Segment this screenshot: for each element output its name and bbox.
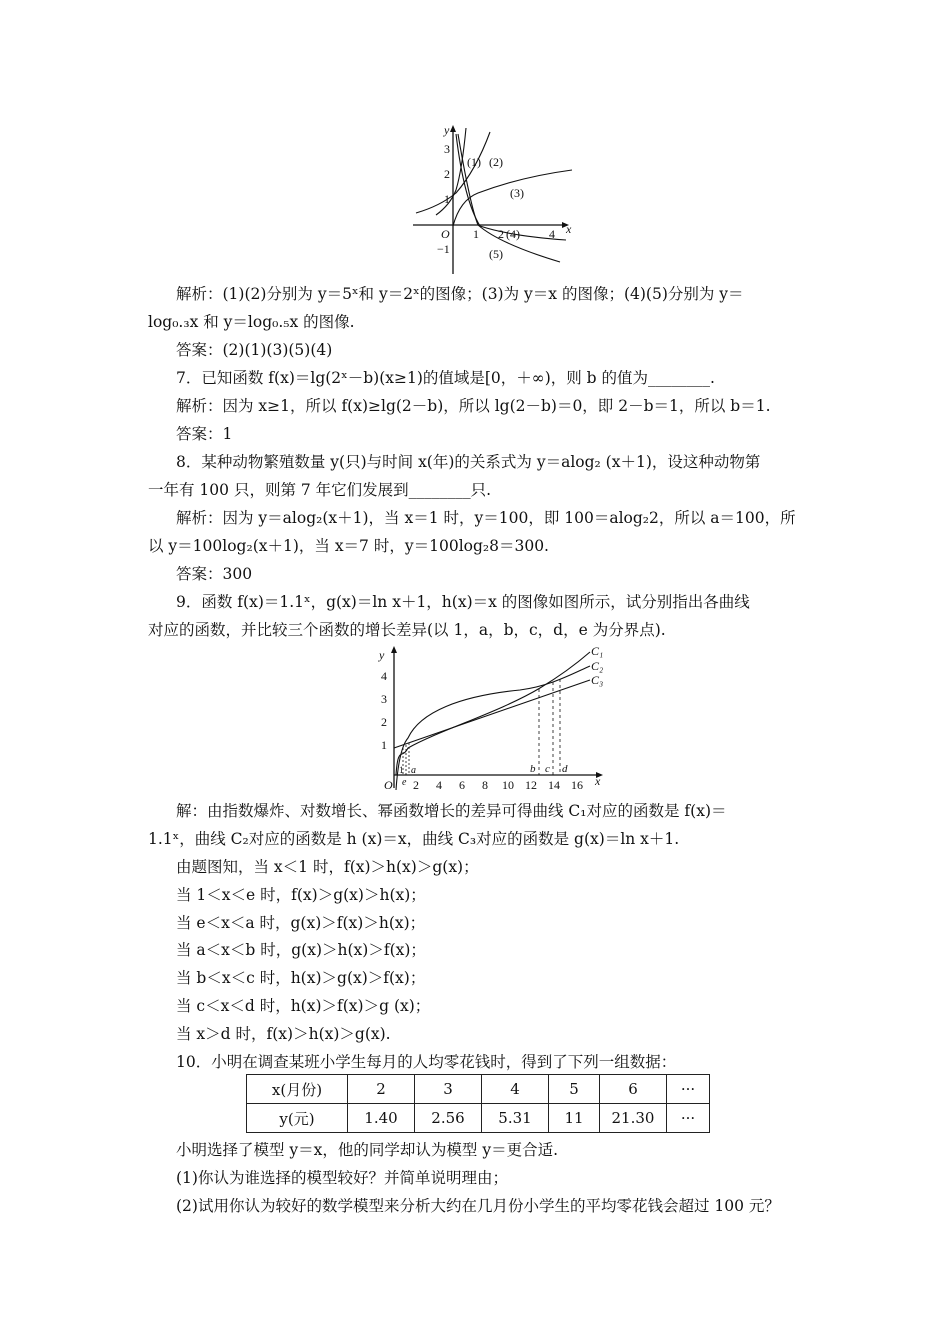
table-cell: 1.40 (348, 1104, 415, 1133)
x-tick-2: 2 (498, 227, 504, 241)
table-cell: 21.30 (600, 1104, 667, 1133)
point-label-b: b (530, 763, 536, 775)
text-line: (2)试用你认为较好的数学模型来分析大约在几月份小学生的平均零花钱会超过 100 元？ (176, 1197, 780, 1215)
y-axis-arrow (391, 646, 397, 653)
origin-label: O (384, 778, 393, 792)
table-cell: 5 (549, 1075, 600, 1104)
table-cell: 4 (482, 1075, 549, 1104)
text-line: 解析：因为 x≥1，所以 f(x)≥lg(2－b)，所以 lg(2－b)＝0，即 2－b＝1，所以 b＝1. (176, 397, 771, 415)
text-line: 由题图知，当 x＜1 时，f(x)＞h(x)＞g(x)； (176, 858, 479, 876)
curve-label-c2: C₂ (591, 659, 604, 673)
text-line: 当 1＜x＜e 时，f(x)＞g(x)＞h(x)； (176, 886, 426, 904)
table-cell: ··· (667, 1104, 710, 1133)
curve-label-c1: C₁ (591, 644, 604, 658)
text-line: 解析：因为 y＝alog₂(x＋1)，当 x＝1 时，y＝100，即 100＝alog₂2，所以 a＝100，所 (176, 509, 796, 527)
point-label-1: 1 (399, 765, 404, 775)
text-line: 答案：1 (176, 425, 233, 443)
curve-label-2: (2) (489, 155, 503, 169)
table-row (247, 1104, 710, 1133)
text-line: 1.1ˣ，曲线 C₂对应的函数是 h (x)＝x，曲线 C₃对应的函数是 g(x)＝ln x＋1. (148, 830, 680, 848)
point-label-d: d (562, 763, 568, 775)
table-cell: ··· (667, 1075, 710, 1104)
y-tick-1: 1 (444, 192, 450, 206)
x-tick-4: 4 (436, 778, 442, 792)
x-tick-16: 16 (571, 778, 583, 792)
table-cell: 6 (600, 1075, 667, 1104)
origin-label: O (441, 227, 450, 241)
figure-log-exp-graphs (405, 118, 580, 280)
text-line: 解：由指数爆炸、对数增长、幂函数增长的差异可得曲线 C₁对应的函数是 f(x)＝ (176, 802, 727, 820)
text-line: (1)你认为谁选择的模型较好？并简单说明理由； (176, 1169, 508, 1187)
text-line: 当 a＜x＜b 时，g(x)＞h(x)＞f(x)； (176, 941, 426, 959)
text-line: 10．小明在调查某班小学生每月的人均零花钱时，得到了下列一组数据： (176, 1053, 677, 1071)
x-tick-14: 14 (548, 778, 560, 792)
table-header-y: y(元) (247, 1104, 348, 1133)
y-tick-4: 4 (381, 669, 387, 683)
table-header-x: x(月份) (247, 1075, 348, 1104)
text-line: 对应的函数，并比较三个函数的增长差异(以 1，a，b，c，d，e 为分界点). (148, 621, 666, 639)
text-line: log₀.₃x 和 y＝log₀.₅x 的图像. (148, 313, 355, 331)
point-label-e: e (402, 777, 407, 788)
text-line: 当 x＞d 时，f(x)＞h(x)＞g(x). (176, 1025, 391, 1043)
table-cell: 3 (415, 1075, 482, 1104)
y-tick-2: 2 (381, 715, 387, 729)
text-line: 当 b＜x＜c 时，h(x)＞g(x)＞f(x)； (176, 969, 426, 987)
y-tick-neg1: −1 (437, 242, 450, 256)
x-tick-6: 6 (459, 778, 465, 792)
y-tick-3: 3 (381, 692, 387, 706)
text-line: 7．已知函数 f(x)＝lg(2ˣ－b)(x≥1)的值域是[0，＋∞)，则 b 的值为________. (176, 369, 715, 387)
text-line: 以 y＝100log₂(x＋1)，当 x＝7 时，y＝100log₂8＝300. (148, 537, 549, 555)
figure-growth-comparison (366, 643, 614, 793)
x-axis-label: x (566, 222, 572, 236)
x-axis-label: x (595, 774, 601, 788)
text-line: 小明选择了模型 y＝x，他的同学却认为模型 y＝更合适. (176, 1141, 559, 1159)
text-line: 8．某种动物繁殖数量 y(只)与时间 x(年)的关系式为 y＝alog₂ (x＋1)，设这种动物第 (176, 453, 761, 471)
curve-label-4: (4) (506, 227, 520, 241)
y-tick-2: 2 (444, 167, 450, 181)
x-tick-10: 10 (502, 778, 514, 792)
allowance-table (246, 1074, 710, 1133)
y-tick-1: 1 (381, 738, 387, 752)
table-cell: 2 (348, 1075, 415, 1104)
curve-c2 (396, 666, 590, 790)
y-axis-arrow (450, 125, 456, 132)
x-tick-2: 2 (413, 778, 419, 792)
text-line: 解析：(1)(2)分别为 y＝5ˣ和 y＝2ˣ的图像；(3)为 y＝x 的图像；(4)(5)分别为 y＝ (176, 285, 744, 303)
table-cell: 5.31 (482, 1104, 549, 1133)
x-tick-1: 1 (473, 227, 479, 241)
y-tick-3: 3 (444, 142, 450, 156)
curve-label-c3: C₃ (591, 673, 604, 687)
text-line: 当 e＜x＜a 时，g(x)＞f(x)＞h(x)； (176, 914, 426, 932)
text-line: 答案：300 (176, 565, 253, 583)
text-line: 答案：(2)(1)(3)(5)(4) (176, 341, 333, 359)
x-tick-8: 8 (482, 778, 488, 792)
y-axis-label: y (379, 648, 385, 662)
x-tick-4: 4 (549, 227, 555, 241)
curve-label-5: (5) (489, 247, 503, 261)
x-tick-12: 12 (525, 778, 537, 792)
curve-5 (458, 134, 560, 262)
curve-c3 (394, 680, 590, 748)
text-line: 一年有 100 只，则第 7 年它们发展到________只. (148, 481, 492, 499)
y-axis-label: y (444, 123, 450, 137)
table-cell: 2.56 (415, 1104, 482, 1133)
curve-label-1: (1) (467, 155, 481, 169)
table-cell: 11 (549, 1104, 600, 1133)
point-label-a: a (411, 765, 416, 776)
text-line: 9．函数 f(x)＝1.1ˣ，g(x)＝ln x＋1，h(x)＝x 的图像如图所示，试分别指出各曲线 (176, 593, 750, 611)
curve-label-3: (3) (510, 186, 524, 200)
point-label-c: c (545, 763, 550, 775)
table-row (247, 1075, 710, 1104)
text-line: 当 c＜x＜d 时，h(x)＞f(x)＞g (x)； (176, 997, 431, 1015)
